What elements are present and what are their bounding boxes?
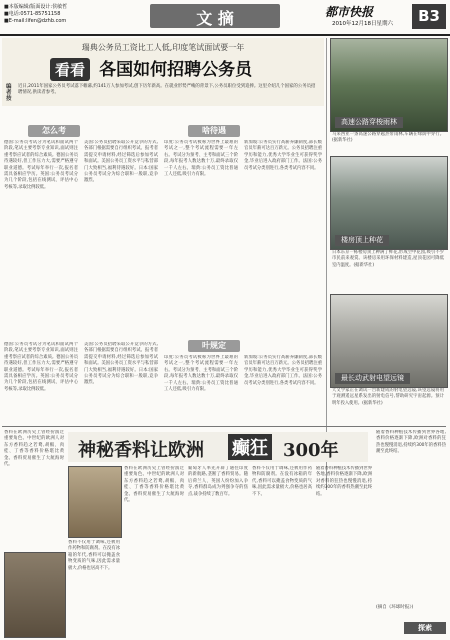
article1-kicker: 瑞典公务员工资比工人低,印度笔试面试要一年 <box>81 43 245 52</box>
photo-highway <box>330 38 448 132</box>
contact-phone: ■电话:0571-85751158 <box>4 11 61 17</box>
article1-col2: 美国:公务员招聘采取公开竞争的方式,各部门根据需要自行组织考试。报考者需提交申请材料,经过筛选后参加考试和面试。美国公务员工资水平与私营部门大致相当,福利待遇较好。日本:国家公务员考试分为综合职和一般职,竞争激烈。 <box>84 140 158 184</box>
footer-tag-label: 探索 <box>418 624 432 632</box>
article1-col2-lower: 美国:公务员招聘采取公开竞争的方式,各部门根据需要自行组织考试。报考者需提交申请材料,经过筛选后参加考试和面试。美国公务员工资水平与私营部门大致相当,福利待遇较好。日本:国家公务员考试分为综合职和一般职,竞争激烈。 <box>84 342 158 386</box>
article2-left-col: 香料在欧洲历史上曾经扮演过重要角色。中世纪的欧洲人对东方香料趋之若鹜,胡椒、肉桂、丁香等香料价格堪比黄金。香料贸易催生了大航海时代。 <box>4 430 64 468</box>
article1-col4: 新加坡:公务员实行高薪养廉制度,部长级官员年薪可达百万新元。公务员招聘注重学历和能力,优秀大学毕业生可获得奖学金,毕业后进入政府部门工作。法国:公务员考试分类别进行,各类考试内容不同。 <box>244 140 322 171</box>
article2-headline-b: 癫狂 <box>228 434 272 460</box>
article2-col1: 香料在欧洲历史上曾经扮演过重要角色。中世纪的欧洲人对东方香料趋之若鹜,胡椒、肉桂、丁香等香料价格堪比黄金。香料贸易催生了大航海时代。 <box>124 466 184 504</box>
section-title-box <box>150 4 280 28</box>
contact-block <box>4 4 114 25</box>
contact-email: ■E-mail:lifen@dzhb.com <box>4 18 67 24</box>
page-number: B3 <box>418 7 440 25</box>
article-separator <box>2 426 446 427</box>
article1-col3-lower: 印度:公务员考试被称为世界上最难的考试之一,整个考试流程需要一年左右。考试分为预考、主考和面试三个阶段,每年报考人数达数十万,最终录取仅一千人左右。瑞典:公务员工资比普通工人还低,吸引力有限。 <box>164 355 238 393</box>
article2-col-bottomleft: 香料不仅用于调味,还被用作药物和防腐剂。在没有冰箱的年代,香料可以掩盖食物变质的气味,因此需求量极大,价格也居高不下。 <box>68 540 120 571</box>
subhead-rules: 叶规定 <box>188 340 240 352</box>
article1-header <box>2 38 324 106</box>
article2-center-photo <box>68 466 122 538</box>
article1-col1: 德国:公务员考试分为笔试和面试两个阶段,笔试主要考察专业知识,面试则注重考察应试者的综合素质。德国公务员待遇较好,但工作压力大,需要严格遵守职业道德。考试每年举行一次,报名者需具备相应学历。英国:公务员考试分为几个阶段,包括在线测试、评估中心考核等,录取比例较低。 <box>4 140 78 190</box>
article2-headline-c: 300年 <box>283 440 339 461</box>
article2-right-col: 随着香料种植技术传播到世界各地,香料价格逐渐下降,欧洲对香料的狂热也慢慢消退,持续约300年的香料热潮至此终结。 <box>376 430 446 455</box>
photo-rooftop-title: 楼房顶上种花 <box>335 235 389 246</box>
date-line: 2010年12月18日星期六 <box>332 21 393 27</box>
photo-telescope <box>330 294 448 388</box>
headline-rest: 各国如何招聘公务员 <box>99 60 253 80</box>
editor-note-label: 编者按 <box>6 84 12 102</box>
photo-rooftop-caption: 日本东京一栋楼房顶上种满了鲜花,形成空中花园,吸引不少市民前来观赏。该楼房采用环保材料建造,屋顶花园可降低室内温度。(据新华社) <box>332 250 444 268</box>
article2-source: (摘自《环球时报》) <box>376 605 414 610</box>
paper-name: 都市快报 <box>325 5 374 19</box>
article2-col4: 随着香料种植技术传播到世界各地,香料价格逐渐下降,欧洲对香料的狂热也慢慢消退,持续约300年的香料热潮至此终结。 <box>316 466 372 497</box>
page-number-badge <box>412 4 446 29</box>
photo-telescope-caption: 天文学家正在调试一台新建成的射电望远镜,该望远镜将用于观测遥远星系发出的射电信号,帮助研究宇宙起源。预计明年投入使用。(据新华社) <box>332 388 444 406</box>
photo-telescope-title: 最长动武射电望远镜 <box>335 373 410 384</box>
headline-bold: 看看 <box>50 58 90 81</box>
contact-editor: ■本版编辑/版面设计:侯敏哲 <box>4 4 68 10</box>
article1-headline <box>50 55 310 81</box>
article2-headline <box>68 432 368 462</box>
article1-col1-lower: 德国:公务员考试分为笔试和面试两个阶段,笔试主要考察专业知识,面试则注重考察应试者的综合素质。德国公务员待遇较好,但工作压力大,需要严格遵守职业道德。考试每年举行一次,报名者需具备相应学历。英国:公务员考试分为几个阶段,包括在线测试、评估中心考核等,录取比例较低。 <box>4 342 78 392</box>
article1-col4-lower: 新加坡:公务员实行高薪养廉制度,部长级官员年薪可达百万新元。公务员招聘注重学历和能力,优秀大学毕业生可获得奖学金,毕业后进入政府部门工作。法国:公务员考试分类别进行,各类考试内容不同。 <box>244 355 322 386</box>
article1-col3: 印度:公务员考试被称为世界上最难的考试之一,整个考试流程需要一年左右。考试分为预考、主考和面试三个阶段,每年报考人数达数十万,最终录取仅一千人左右。瑞典:公务员工资比普通工人还低,吸引力有限。 <box>164 140 238 178</box>
article2-left-photo <box>4 552 66 638</box>
photo-highway-caption: 马来西亚一条高速公路穿越热带雨林,车辆在绿荫中穿行。(据新华社) <box>332 132 444 144</box>
article2-col3: 香料不仅用于调味,还被用作药物和防腐剂。在没有冰箱的年代,香料可以掩盖食物变质的气味,因此需求量极大,价格也居高不下。 <box>252 466 312 497</box>
photo-rooftop <box>330 156 448 250</box>
subhead-how: 怎么考 <box>28 125 80 137</box>
footer-tag <box>404 622 446 634</box>
masthead <box>0 0 450 36</box>
article1-intro: 近日,2011年国家公务员考试落下帷幕,约141万人参加考试,创下历年新高。在就业形势严峻的背景下,公务员职位受到追捧。这里介绍几个国家的公务员招聘情况,供读者参考。 <box>18 84 316 95</box>
section-title: 文 摘 <box>196 9 234 28</box>
subhead-pay: 啥待遇 <box>188 125 240 137</box>
column-divider <box>326 38 327 490</box>
article2-col2: 葡萄牙人率先开辟了通往印度的新航路,垄断了香料贸易。随后荷兰人、英国人纷纷加入争夺,香料群岛成为列强争夺的焦点,战争持续了数百年。 <box>188 466 248 497</box>
photo-highway-title: 高速公路穿梭雨林 <box>335 117 403 128</box>
article2-headline-a: 神秘香料让欧洲 <box>78 440 204 461</box>
